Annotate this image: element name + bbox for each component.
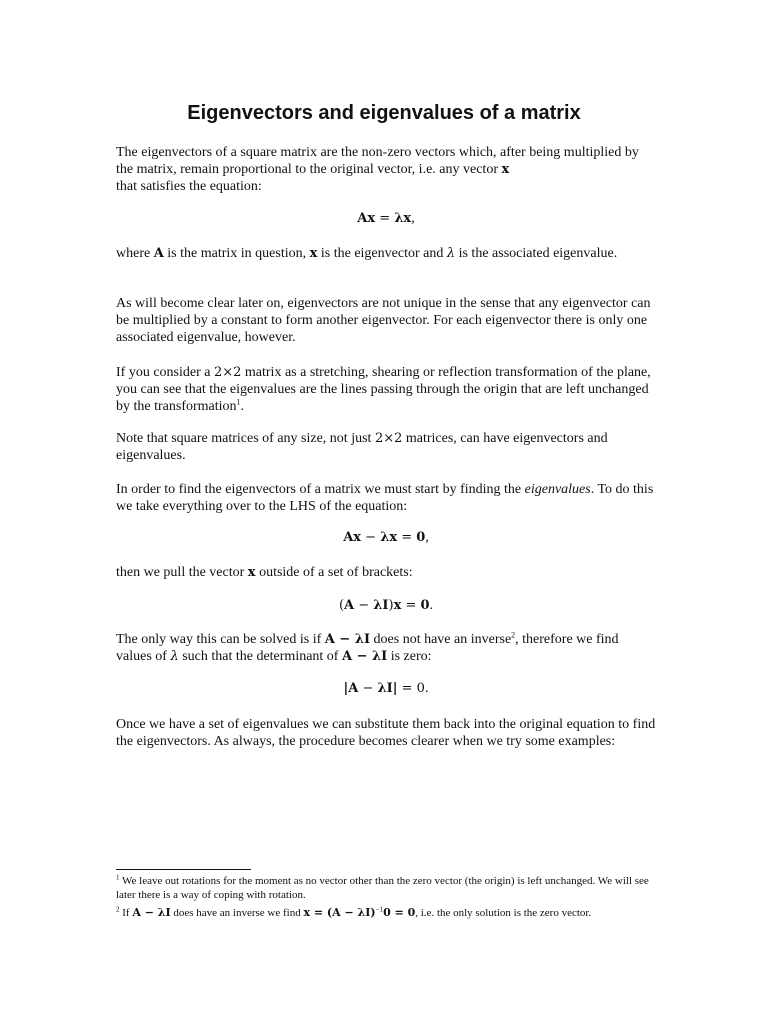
paragraph-text: In order to find the eigenvectors of a matrix we must start by finding the: [116, 482, 525, 497]
paragraph-text: matrices, can have eigenvectors and eigenvalues.: [116, 431, 608, 463]
paragraph-text: . To do this we take everything over to the LHS of the equation:: [116, 482, 654, 514]
paragraph-text: such that the determinant of: [178, 649, 342, 664]
paragraph-transformation: [116, 364, 656, 415]
equation-term: x: [393, 598, 402, 613]
paragraph-text: , therefore we find values of: [116, 632, 619, 664]
document-title: Eigenvectors and eigenvalues of a matrix: [187, 102, 581, 124]
equation-bracket-form: [116, 597, 656, 614]
equation-term: 0: [420, 598, 430, 613]
matrix-size: 2×2: [213, 365, 242, 380]
footnote-text: If: [119, 907, 133, 919]
paragraph-text: then we pull the vector: [116, 565, 248, 580]
lambda-symbol: λ: [446, 246, 456, 261]
equation-term: 0: [416, 681, 425, 696]
footnote-text: does have an inverse we find: [170, 907, 304, 919]
emphasis-eigenvalues: eigenvalues: [524, 482, 591, 497]
paragraph-where: [116, 245, 656, 262]
paragraph-text: .: [240, 399, 245, 414]
equation-bracket: ): [388, 598, 394, 613]
paragraph-text: is the eigenvector and: [317, 246, 447, 261]
equation-operator: =: [397, 681, 417, 696]
footnote-ref-2[interactable]: 2: [511, 630, 516, 640]
equation-determinant: [116, 680, 656, 697]
equation-term: A: [348, 681, 359, 696]
footnote-text: We leave out rotations for the moment as no vector other than the zero vector (the origin) is left unchanged. We will see later there is a way of coping with rotation.: [116, 875, 649, 901]
paragraph-text: is the matrix in question,: [163, 246, 310, 261]
paragraph-any-size: [116, 430, 656, 464]
equation-punctuation: ,: [411, 211, 415, 226]
equation-lhs-form: [116, 529, 656, 546]
equation-operator: =: [375, 211, 395, 226]
equation-operator: −: [358, 681, 378, 696]
solution-expression: x = (A − λI): [303, 906, 376, 919]
paragraph-definition: [116, 144, 656, 195]
equation-term: A: [344, 598, 355, 613]
solution-expression: 0 = 0: [383, 906, 416, 919]
footnote-marker: 2: [116, 905, 120, 914]
equation-term: λI: [377, 681, 393, 696]
equation-punctuation: .: [424, 681, 429, 696]
footnote-1: [116, 874, 656, 902]
paragraph-uniqueness: As will become clear later on, eigenvectors are not unique in the sense that any eigenvector can be multiplied by a constant to form another eigenvector. For each eigenvector there is only one associated eigenvalue, however.: [116, 296, 651, 345]
matrix-expression: A − λI: [324, 632, 371, 647]
paragraph-text: The only way this can be solved is if: [116, 632, 325, 647]
equation-operator: −: [361, 530, 381, 545]
paragraph-text: Note that square matrices of any size, not just: [116, 431, 375, 446]
equation-term: Ax: [343, 530, 362, 545]
paragraph-text: If you consider a: [116, 365, 214, 380]
equation-bar: |: [392, 681, 398, 696]
equation-punctuation: ,: [425, 530, 429, 545]
equation-punctuation: .: [429, 598, 434, 613]
equation-operator: =: [397, 530, 417, 545]
footnote-2: [116, 906, 656, 920]
footnote-ref-1[interactable]: 1: [236, 397, 241, 407]
paragraph-substitute: Once we have a set of eigenvalues we can substitute them back into the original equation to find the eigenvectors. As always, the procedure becomes clearer when we try some examples:: [116, 717, 656, 749]
equation-operator: −: [354, 598, 374, 613]
paragraph-text: is the associated eigenvalue.: [455, 246, 618, 261]
paragraph-text: that satisfies the equation:: [116, 179, 262, 194]
vector-x: x: [309, 246, 318, 261]
equation-term: λx: [380, 530, 398, 545]
footnote-marker: 1: [116, 873, 120, 882]
matrix-expression: A − λI: [132, 906, 171, 919]
equation-bar: |: [343, 681, 349, 696]
inverse-exponent: −1: [375, 905, 384, 914]
vector-x: x: [501, 162, 510, 177]
paragraph-find-eigenvalues: [116, 481, 656, 515]
equation-lhs: Ax: [357, 211, 376, 226]
paragraph-text: is zero:: [387, 649, 432, 664]
matrix-A: A: [153, 246, 164, 261]
equation-bracket: (: [338, 598, 345, 613]
matrix-expression: A − λI: [341, 649, 388, 664]
paragraph-text: outside of a set of brackets:: [255, 565, 413, 580]
paragraph-text: matrix as a stretching, shearing or reflection transformation of the plane, you can see that the eigenvalues are the lines passing through the origin that are left unchanged by the transformation: [116, 365, 651, 414]
vector-x: x: [247, 565, 256, 580]
footnote-divider: [116, 869, 251, 870]
paragraph-text: where: [116, 246, 154, 261]
paragraph-determinant: [116, 631, 656, 665]
equation-term: λI: [373, 598, 389, 613]
equation-operator: =: [401, 598, 421, 613]
paragraph-text: does not have an inverse: [370, 632, 512, 647]
equation-term: 0: [416, 530, 426, 545]
matrix-size: 2×2: [374, 431, 403, 446]
paragraph-text: The eigenvectors of a square matrix are the non-zero vectors which, after being multiplied by the matrix, remain proportional to the original vector, i.e. any vector: [116, 145, 639, 177]
paragraph-brackets: [116, 564, 656, 581]
equation-eigen: [116, 210, 656, 227]
lambda-symbol: λ: [170, 649, 179, 664]
footnote-text: , i.e. the only solution is the zero vector.: [415, 907, 592, 919]
equation-rhs: λx: [394, 211, 412, 226]
